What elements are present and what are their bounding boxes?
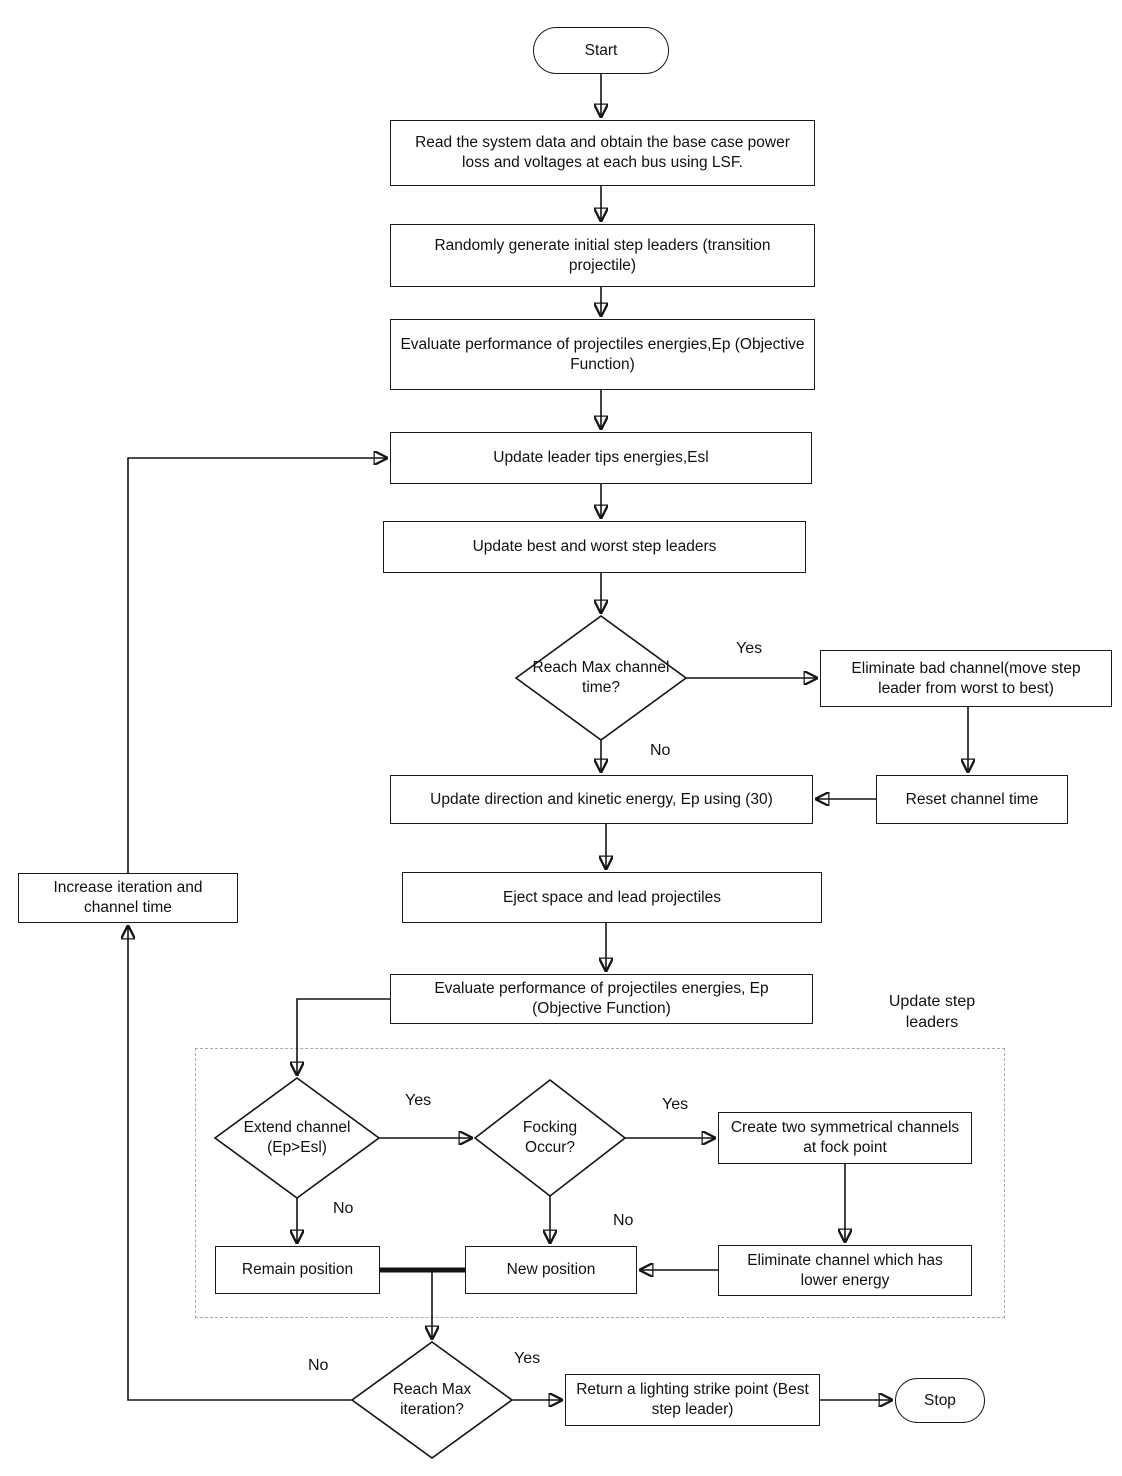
edge-label-max-iteration-no: No — [308, 1357, 329, 1374]
edge-label-focking-yes: Yes — [662, 1096, 689, 1113]
process-evaluate-projectiles-2: Evaluate performance of projectiles energies, Ep (Objective Function) — [390, 974, 813, 1024]
edge-label-max-channel-yes: Yes — [736, 640, 763, 657]
process-return-lighting-strike-point: Return a lighting strike point (Best step leader) — [565, 1374, 820, 1426]
process-update-best-worst-leaders: Update best and worst step leaders — [383, 521, 806, 573]
terminal-stop: Stop — [895, 1378, 985, 1423]
decision-focking-occur: Focking Occur? — [522, 1119, 578, 1156]
edge-label-max-channel-no: No — [650, 742, 671, 759]
process-eject-projectiles: Eject space and lead projectiles — [402, 872, 822, 923]
process-increase-iteration: Increase iteration and channel time — [18, 873, 238, 923]
process-remain-position: Remain position — [215, 1246, 380, 1294]
process-update-direction-energy: Update direction and kinetic energy, Ep using (30) — [390, 775, 813, 824]
connector-increase-iteration-to-update-tips — [128, 458, 388, 873]
terminal-start: Start — [533, 27, 669, 74]
process-eliminate-lower-energy-channel: Eliminate channel which has lower energy — [718, 1245, 972, 1296]
edge-label-extend-yes: Yes — [405, 1092, 432, 1109]
decision-extend-channel: Extend channel (Ep>Esl) — [243, 1119, 351, 1156]
process-update-leader-tips: Update leader tips energies,Esl — [390, 432, 812, 484]
decision-reach-max-iteration: Reach Max iteration? — [392, 1381, 472, 1418]
process-new-position: New position — [465, 1246, 637, 1294]
process-random-generate-leaders: Randomly generate initial step leaders (transition projectile) — [390, 224, 815, 287]
process-reset-channel-time: Reset channel time — [876, 775, 1068, 824]
process-eliminate-bad-channel: Eliminate bad channel(move step leader from worst to best) — [820, 650, 1112, 707]
process-create-symmetrical-channels: Create two symmetrical channels at fock point — [718, 1112, 972, 1164]
update-step-leaders-group-label: Update step leaders — [888, 993, 976, 1031]
process-read-system-data: Read the system data and obtain the base case power loss and voltages at each bus using LSF. — [390, 120, 815, 186]
edge-label-focking-no: No — [613, 1212, 634, 1229]
edge-label-extend-no: No — [333, 1200, 354, 1217]
edge-label-max-iteration-yes: Yes — [514, 1350, 541, 1367]
process-evaluate-projectiles-1: Evaluate performance of projectiles energies,Ep (Objective Function) — [390, 319, 815, 390]
connector-evaluate-2-to-extend-channel-decision — [297, 999, 390, 1076]
decision-reach-max-channel-time: Reach Max channel time? — [532, 659, 670, 696]
